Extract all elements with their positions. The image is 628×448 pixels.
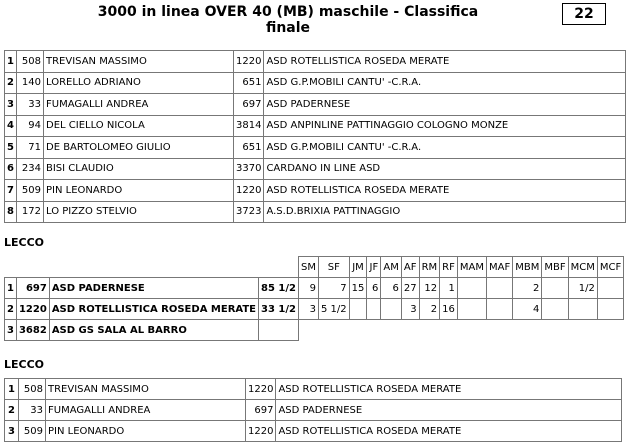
club-name: ASD PADERNESE	[276, 400, 622, 421]
club-name: ASD ROTELLISTICA ROSEDA MERATE	[276, 379, 622, 400]
athlete-row	[5, 400, 622, 421]
position: 2	[5, 400, 19, 421]
club-points	[259, 320, 299, 341]
athlete-name: TREVISAN MASSIMO	[44, 51, 234, 73]
club-name: ASD ANPINLINE PATTINAGGIO COLOGNO MONZE	[264, 115, 626, 137]
result-row	[5, 201, 626, 223]
column-header: MAM	[457, 257, 486, 278]
category-value: 16	[440, 299, 458, 320]
header-spacer	[16, 257, 49, 278]
result-row	[5, 94, 626, 116]
athlete-name: FUMAGALLI ANDREA	[46, 400, 246, 421]
result-row	[5, 158, 626, 180]
club-code: 1220	[246, 421, 276, 442]
column-header: MAF	[486, 257, 512, 278]
category-value	[597, 299, 623, 320]
club-name: ASD G.P.MOBILI CANTU' -C.R.A.	[264, 137, 626, 159]
column-header: JM	[349, 257, 367, 278]
column-header: AF	[401, 257, 419, 278]
column-header: MCF	[597, 257, 623, 278]
club-name: CARDANO IN LINE ASD	[264, 158, 626, 180]
club-name: ASD PADERNESE	[49, 278, 258, 299]
column-header: JF	[367, 257, 381, 278]
club-name: ASD PADERNESE	[264, 94, 626, 116]
category-value: 4	[513, 299, 542, 320]
category-value: 12	[419, 278, 440, 299]
athlete-name: FUMAGALLI ANDREA	[44, 94, 234, 116]
bib-number: 508	[17, 51, 44, 73]
athlete-name: LORELLO ADRIANO	[44, 72, 234, 94]
position: 3	[5, 421, 19, 442]
category-value: 1	[440, 278, 458, 299]
position: 5	[5, 137, 17, 159]
category-value: 9	[298, 278, 318, 299]
header-spacer	[5, 257, 17, 278]
column-header: RF	[440, 257, 458, 278]
bib-number: 172	[17, 201, 44, 223]
category-value: 6	[367, 278, 381, 299]
club-name: A.S.D.BRIXIA PATTINAGGIO	[264, 201, 626, 223]
club-name: ASD GS SALA AL BARRO	[49, 320, 258, 341]
club-points: 33 1/2	[259, 299, 299, 320]
category-value	[568, 299, 597, 320]
club-code: 1220	[234, 51, 264, 73]
club-code: 1220	[16, 299, 49, 320]
club-points: 85 1/2	[259, 278, 299, 299]
column-header: AM	[381, 257, 401, 278]
bib-number: 509	[19, 421, 46, 442]
club-name: ASD ROTELLISTICA ROSEDA MERATE	[264, 180, 626, 202]
section-label-lecco-athletes: LECCO	[4, 358, 45, 371]
bib-number: 234	[17, 158, 44, 180]
club-code: 1220	[246, 379, 276, 400]
lecco-clubs-table	[4, 256, 624, 341]
header-spacer	[259, 257, 299, 278]
category-value	[381, 299, 401, 320]
athlete-row	[5, 379, 622, 400]
bib-number: 508	[19, 379, 46, 400]
athlete-name: TREVISAN MASSIMO	[46, 379, 246, 400]
category-value: 2	[419, 299, 440, 320]
category-value: 3	[298, 299, 318, 320]
club-code: 651	[234, 72, 264, 94]
club-name: ASD G.P.MOBILI CANTU' -C.R.A.	[264, 72, 626, 94]
category-value	[542, 278, 568, 299]
bib-number: 71	[17, 137, 44, 159]
bib-number: 94	[17, 115, 44, 137]
position: 1	[5, 379, 19, 400]
club-code: 697	[234, 94, 264, 116]
category-value: 2	[513, 278, 542, 299]
athlete-name: PIN LEONARDO	[44, 180, 234, 202]
result-row	[5, 115, 626, 137]
page-number-box: 22	[562, 3, 606, 25]
header-spacer	[49, 257, 258, 278]
category-value	[486, 278, 512, 299]
bib-number: 140	[17, 72, 44, 94]
category-value	[457, 299, 486, 320]
category-value	[486, 299, 512, 320]
bib-number: 33	[19, 400, 46, 421]
club-code: 651	[234, 137, 264, 159]
athlete-name: BISI CLAUDIO	[44, 158, 234, 180]
club-name: ASD ROTELLISTICA ROSEDA MERATE	[264, 51, 626, 73]
column-header: MCM	[568, 257, 597, 278]
lecco-clubs-header	[5, 257, 624, 278]
club-row	[5, 320, 624, 341]
club-name: ASD ROTELLISTICA ROSEDA MERATE	[276, 421, 622, 442]
result-row	[5, 180, 626, 202]
position: 1	[5, 278, 17, 299]
category-value	[542, 299, 568, 320]
column-header: SF	[318, 257, 349, 278]
athlete-row	[5, 421, 622, 442]
club-name: ASD ROTELLISTICA ROSEDA MERATE	[49, 299, 258, 320]
athlete-name: DE BARTOLOMEO GIULIO	[44, 137, 234, 159]
club-code: 3682	[16, 320, 49, 341]
category-value: 5 1/2	[318, 299, 349, 320]
position: 2	[5, 72, 17, 94]
athlete-name: PIN LEONARDO	[46, 421, 246, 442]
bib-number: 509	[17, 180, 44, 202]
category-value	[597, 278, 623, 299]
category-value: 27	[401, 278, 419, 299]
category-value: 7	[318, 278, 349, 299]
club-row	[5, 278, 624, 299]
club-code: 3814	[234, 115, 264, 137]
position: 3	[5, 94, 17, 116]
category-value	[349, 299, 367, 320]
result-row	[5, 51, 626, 73]
category-value	[367, 299, 381, 320]
empty-values	[298, 320, 623, 341]
position: 3	[5, 320, 17, 341]
results-table	[4, 50, 626, 223]
club-code: 3370	[234, 158, 264, 180]
club-code: 697	[246, 400, 276, 421]
athlete-name: DEL CIELLO NICOLA	[44, 115, 234, 137]
position: 4	[5, 115, 17, 137]
athlete-name: LO PIZZO STELVIO	[44, 201, 234, 223]
page-title: 3000 in linea OVER 40 (MB) maschile - Classifica finale	[97, 4, 479, 36]
category-value: 1/2	[568, 278, 597, 299]
category-value: 3	[401, 299, 419, 320]
category-value: 15	[349, 278, 367, 299]
club-code: 1220	[234, 180, 264, 202]
result-row	[5, 137, 626, 159]
section-label-lecco-clubs: LECCO	[4, 236, 45, 249]
position: 2	[5, 299, 17, 320]
column-header: RM	[419, 257, 440, 278]
club-row	[5, 299, 624, 320]
result-row	[5, 72, 626, 94]
position: 6	[5, 158, 17, 180]
club-code: 3723	[234, 201, 264, 223]
column-header: MBF	[542, 257, 568, 278]
category-value: 6	[381, 278, 401, 299]
position: 1	[5, 51, 17, 73]
bib-number: 33	[17, 94, 44, 116]
position: 7	[5, 180, 17, 202]
column-header: MBM	[513, 257, 542, 278]
club-code: 697	[16, 278, 49, 299]
lecco-athletes-table	[4, 378, 622, 442]
column-header: SM	[298, 257, 318, 278]
position: 8	[5, 201, 17, 223]
category-value	[457, 278, 486, 299]
